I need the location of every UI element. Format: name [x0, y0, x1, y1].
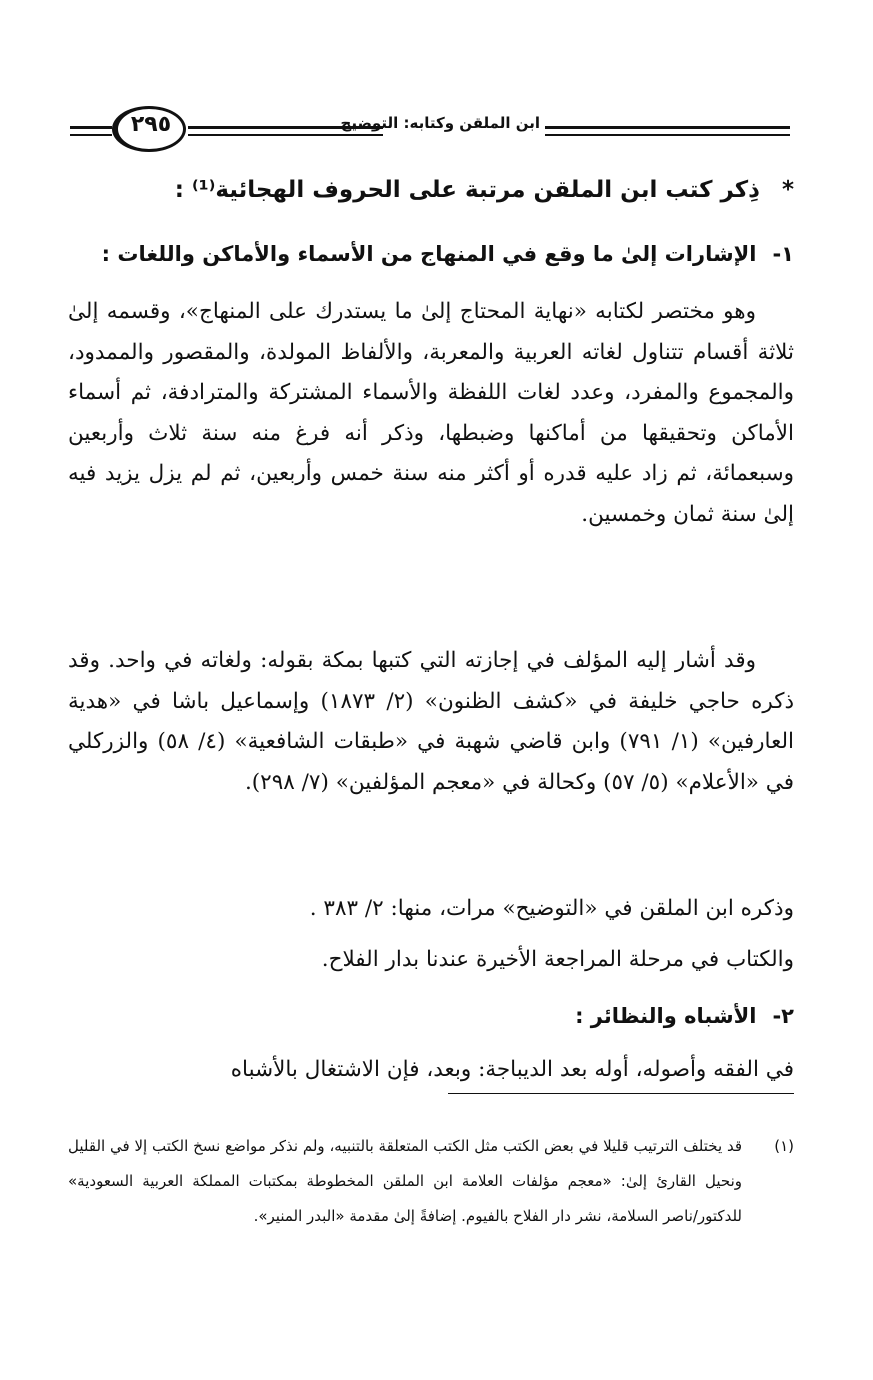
- bullet-star-icon: *: [781, 177, 794, 203]
- text-line: وذكره ابن الملقن في «التوضيح» مرات، منها: ٢/ ٣٨٣ .: [309, 896, 794, 921]
- item-heading: [68, 234, 794, 274]
- paragraph-text: وقد أشار إليه المؤلف في إجازته التي كتبها بمكة بقوله: ولغاته في واحد. وقد ذكره حاجي خليفة في «كشف الظنون» (٢/ ١٨٧٣) وإسماعيل باشا في «هدية العارفين» (١/ ٧٩١) وابن قاضي شهبة في «طبقات الشافعية» (٤/ ٥٨) والزركلي في «الأعلام» (٥/ ٥٧) وكحالة في «معجم المؤلفين» (٧/ ٢٩٨).: [68, 648, 795, 795]
- header-rule: [188, 126, 383, 129]
- text-line: والكتاب في مرحلة المراجعة الأخيرة عندنا بدار الفلاح.: [321, 947, 794, 972]
- running-title: ابن الملقن وكتابه: التوضيح: [340, 114, 540, 132]
- footnote: [68, 1129, 794, 1234]
- section-heading: [160, 170, 794, 210]
- item-heading: [240, 996, 794, 1036]
- paragraph-text: وهو مختصر لكتابه «نهاية المحتاج إلىٰ ما يستدرك على المنهاج»، وقسمه إلىٰ ثلاثة أقسام تتناول لغاته العربية والمعربة، والألفاظ المولدة، والمقصور والممدود، والمجموع والمفرد، وعدد لغات اللفظة والأسماء المشتركة والمترادفة، ثم أسماء الأماكن وتحقيقها من أماكنها وضبطها، وذكر أنه فرغ منه سنة ثلاث وأربعين وسبعمائة، ثم زاد عليه قدره أو أكثر منه سنة خمس وأربعين، ثم لم يزل يزيد فيه إلىٰ سنة ثمان وخمسين.: [68, 299, 794, 527]
- footnote-marker: (١): [774, 1137, 794, 1155]
- text-line: في الفقه وأصوله، أوله بعد الديباجة: وبعد، فإن الاشتغال بالأشباه: [230, 1057, 794, 1082]
- header-rule: [70, 134, 112, 136]
- footnote-text: قد يختلف الترتيب قليلا في بعض الكتب مثل الكتب المتعلقة بالتنبيه، ولم نذكر مواضع نسخ الكتب إلا في القليل ونحيل القارئ إلىٰ: «معجم مؤلفات العلامة ابن الملقن المخطوطة بمكتبات المملكة العربية السعودية» للدكتور/ناصر السلامة، نشر دار الفلاح بالفيوم. إضافةً إلىٰ مقدمة «البدر المنير».: [68, 1137, 742, 1225]
- paragraph: [68, 292, 794, 535]
- item-number: ٢-: [772, 1004, 794, 1028]
- page-number: ٢٩٥: [130, 112, 172, 137]
- paragraph: [68, 641, 794, 803]
- header-rule: [545, 126, 790, 129]
- item-title: الإشارات إلىٰ ما وقع في المنهاج من الأسماء والأماكن واللغات :: [101, 242, 757, 266]
- item-number: ١-: [772, 242, 794, 266]
- header-rule: [188, 134, 383, 136]
- header-rule: [545, 134, 790, 136]
- footnote-rule: [448, 1093, 794, 1094]
- section-title: ذِكر كتب ابن الملقن مرتبة على الحروف الهجائية⁽¹⁾ :: [174, 177, 760, 203]
- page-header: [70, 98, 794, 164]
- item-title: الأشباه والنظائر :: [575, 1004, 757, 1028]
- header-rule: [70, 126, 112, 129]
